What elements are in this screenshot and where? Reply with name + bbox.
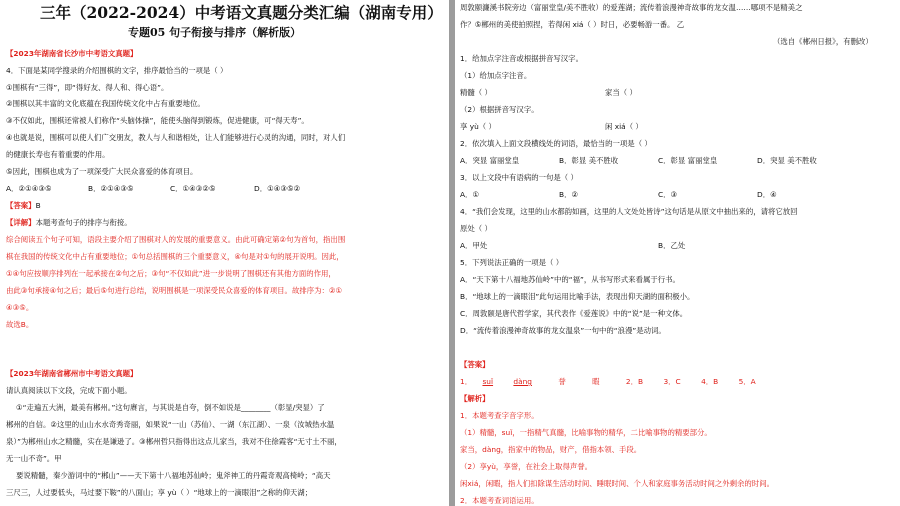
q1-answer-value: B [35, 201, 41, 210]
q3-option-d: D．④ [757, 190, 777, 199]
q1-detail-line-4: ①④句应按顺序排列在一起承接在②句之后；③句“不仅如此”进一步说明了围棋还有其他方面的作用， [6, 269, 336, 278]
document-title: 三年（2022-2024）中考语文真题分类汇编（湖南专用） [40, 3, 443, 22]
q5-option-a: A．“天下第十八福地苏仙岭”中的“福”，从书写形式来看属于行书。 [460, 275, 680, 284]
passage-line-3: 泉）”为郴州山水之精髓，实在是谦逊了。③郴州哲只指得出这点儿家当，我对不住徐霞客“无寸土不丽， [6, 437, 342, 446]
q1-detail-label: 【详解】 [6, 218, 36, 227]
passage-cont-line-2: 作？⑤郴州的美使拍照捏，若得闲 xiá（ ）时日，必要畅游一番。 乙 [460, 20, 685, 29]
q2-option-c: C．彰显 富丽堂皇 [658, 156, 718, 165]
q2-source: 【2023年湖南省郴州市中考语文真题】 [6, 369, 138, 378]
q1-sentence-1: ①围棋有“三得”，即“得好友、得人和、得心语”。 [6, 83, 169, 92]
q1-sentence-4: ④也就是说，围棋可以使人们广交朋友，教人与人和谐相处，让人们能够进行心灵的沟通，同时，对人们 [6, 133, 346, 142]
q1-detail-line-2: 综合阅读五个句子可知，语段主要介绍了围棋对人的发展的重要意义。由此可确定第②句为首句，指出围 [6, 235, 346, 244]
q5-option-d: D．“流传着浪漫神奇故事的龙女温泉”一句中的“浪漫”是动词。 [460, 326, 666, 335]
right-answer-line [460, 377, 756, 386]
q1-part-a-item-2: 家当（ ） [605, 88, 637, 97]
q1-sentence-3: ③不仅如此，围棋还常被人们称作“头脑体操”，能使头脑得到锻炼，促进健康，可“得天寿”。 [6, 116, 309, 125]
passage-source-note: （选自《郴州日报》，有删改） [773, 37, 873, 46]
answer-item-6: 5．A [738, 377, 756, 386]
q2-right-stem: 2．依次填入上面文段横线处的词语，最恰当的一项是（ ） [460, 139, 652, 148]
passage-line-5: 要说精髓，秦少游词中的“郴山”——天下第十八福地苏仙岭；鬼斧神工的丹霞奇观高椅岭；“高天 [16, 471, 331, 480]
q1-detail-line-7: 故选B。 [6, 320, 34, 329]
answer-pinyin-2: dàng [513, 377, 533, 386]
q1-answer-label: 【答案】 [6, 201, 36, 210]
left-document-page [0, 0, 449, 506]
q1-part-a-item-1: 精髓（ ） [460, 88, 492, 97]
answer-pinyin-1: suǐ [482, 377, 494, 386]
right-document-page [455, 0, 900, 506]
q1-source: 【2023年湖南省长沙市中考语文真题】 [6, 49, 138, 58]
q3-option-b: B．② [559, 190, 579, 199]
q1-option-a: A．②①④③⑤ [6, 184, 52, 193]
q1-part-b: （2）根据拼音写汉字。 [460, 105, 539, 114]
answer-item-3: 2．B [625, 377, 644, 386]
answer-num: 1． [460, 377, 473, 386]
analysis-line-1: 1．本题考查字音字形。 [460, 411, 539, 420]
q1-right-stem: 1．给加点字注音或根据拼音写汉字。 [460, 54, 583, 63]
q3-option-a: A．① [460, 190, 480, 199]
answer-item-4: 3．C [663, 377, 681, 386]
q1-part-a: （1）给加点字注音。 [460, 71, 532, 80]
passage-cont-line-1: 周敦颐濂溪书院旁边（富丽堂皇/美不胜收）的爱莲湖；流传着浪漫神奇故事的龙女温……哪项不是精美之 [460, 3, 803, 12]
passage-line-4: 无一山不奇”。甲 [6, 454, 62, 463]
passage-line-1: ①“走遍五大洲，最美有郴州。”这句赓言，与其说是自夸，倒不如说是________（彰显/突显）了 [16, 403, 325, 412]
q2-option-d: D．突显 美不胜收 [757, 156, 817, 165]
q4-option-b: B．乙处 [658, 241, 686, 250]
analysis-line-6: 2．本题考查词语运用。 [460, 496, 539, 505]
q1-option-d: D．①④③⑤② [254, 184, 301, 193]
q3-option-c: C．③ [658, 190, 678, 199]
answer-item-2: 暇 [592, 377, 600, 386]
analysis-line-3: 家当，dàng，指家中的物品，财产，借指本领、手段。 [460, 445, 642, 454]
passage-line-6: 三尺三，人过要低头，马过要下鞍”的八面山；享 yù（ ）“地球上的一滴眼泪”之称的仰天湖； [6, 488, 313, 497]
q4-right-stem: 4．“我们会发现，这里的山水都韵如画，这里的人文处处皆诗”这句话是从原文中抽出来的，请将它放回 [460, 207, 798, 216]
analysis-line-4: （2）享yù，享誉，在社会上取得声誉。 [460, 462, 593, 471]
q5-option-b: B．“地球上的一滴眼泪”此句运用比喻手法，表现出仰天湖的面积极小。 [460, 292, 695, 301]
answer-item-1: 誉 [558, 377, 566, 386]
q1-detail [6, 218, 132, 227]
q1-detail-line-1: 本题考查句子的排序与衔接。 [35, 218, 132, 227]
right-answer-label: 【答案】 [460, 360, 490, 369]
q1-answer [6, 201, 41, 210]
answer-item-5: 4．B [701, 377, 719, 386]
q1-sentence-4-cont: 的健康长寿也有着重要的作用。 [6, 150, 110, 159]
q2-intro: 请认真阅读以下文段，完成下面小题。 [6, 386, 132, 395]
document-subtitle: 专题05 句子衔接与排序（解析版） [128, 26, 302, 39]
q5-right-stem: 5．下列说法正确的一项是（ ） [460, 258, 564, 267]
q4-right-stem-cont: 原处（ ） [460, 224, 492, 233]
q4-option-a: A．甲处 [460, 241, 488, 250]
q1-part-b-item-1: 享 yù（ ） [460, 122, 496, 131]
right-analysis-label: 【解析】 [460, 394, 490, 403]
q1-sentence-5: ⑤因此，围棋也成为了一项深受广大民众喜爱的体育项目。 [6, 167, 198, 176]
q1-part-b-item-2: 闲 xiá（ ） [605, 122, 643, 131]
q1-detail-line-6: ④③⑤。 [6, 303, 34, 312]
q1-option-b: B．②①④③⑤ [88, 184, 134, 193]
q2-option-b: B．彰显 美不胜收 [559, 156, 619, 165]
q1-detail-line-3: 棋在我国的传统文化中占有重要地位；①句总括围棋的三个重要意义，④句是对①句的展开说明。因此， [6, 252, 344, 261]
q1-sentence-2: ②围棋以其丰富的文化底蕴在我国传统文化中占有重要地位。 [6, 99, 205, 108]
q1-stem: 4．下面是某同学搜录的介绍围棋的文字，排序最恰当的一项是（ ） [6, 66, 228, 75]
q5-option-c: C．周敦颐是唐代哲学家，其代表作《爱莲说》中的“说”是一种文体。 [460, 309, 688, 318]
analysis-line-5: 闲xiá，闲暇，指人们扣除谋生活动时间、睡眠时间、个人和家庭事务活动时间之外剩余的时间。 [460, 479, 774, 488]
passage-line-2: 郴州的自信。②这里的山山水水奇秀奇丽，如果说“一山（苏仙）、一湖（东江湖）、一泉（汝城热水温 [6, 420, 335, 429]
q1-detail-line-5: 由此③句承接④句之后；最后⑤句进行总结，说明围棋是一项深受民众喜爱的体育项目。故排序为：②① [6, 286, 343, 295]
q3-right-stem: 3．以上文段中有语病的一句是（ ） [460, 173, 578, 182]
q1-option-c: C．①④③②⑤ [170, 184, 216, 193]
q2-option-a: A．突显 富丽堂皇 [460, 156, 520, 165]
analysis-line-2: （1）精髓，suǐ，一指精气真髓，比喻事物的精华，二比喻事物的精要部分。 [460, 428, 712, 437]
